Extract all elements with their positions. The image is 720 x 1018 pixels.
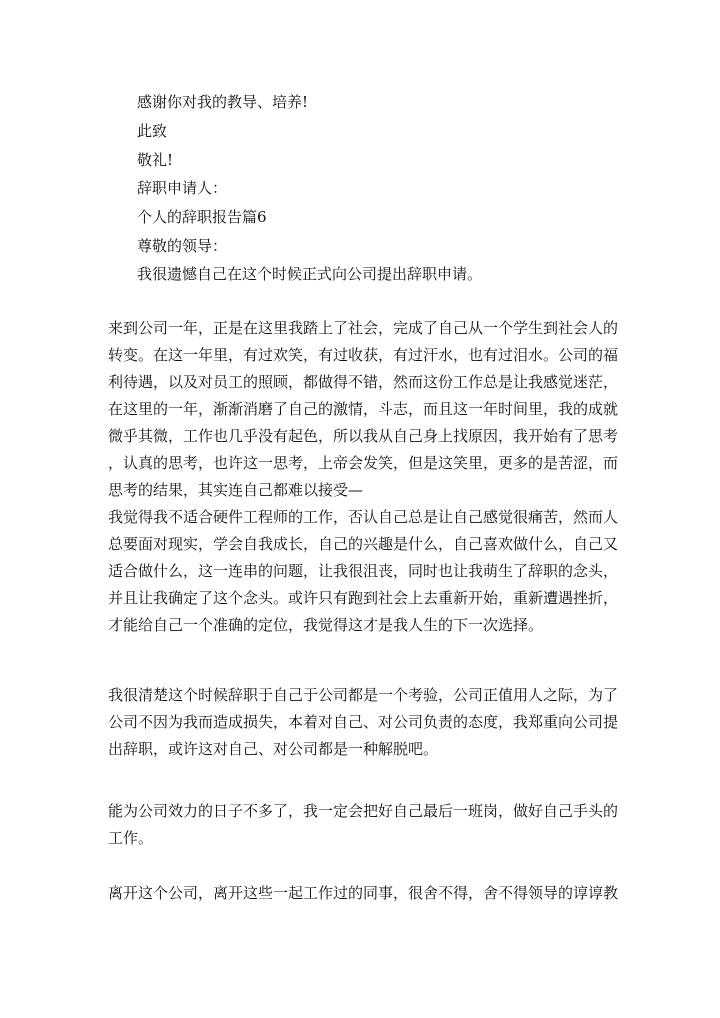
paragraph-4 xyxy=(108,880,619,907)
paragraph-line: ，认真的思考，也许这一思考，上帝会发笑，但是这笑里，更多的是苦涩，而 xyxy=(108,454,619,472)
paragraph-line: 我很清楚这个时候辞职于自己于公司都是一个考验，公司正值用人之际，为了 xyxy=(108,686,619,704)
salutation-line-1: 此致 xyxy=(137,122,168,140)
paragraph-2 xyxy=(108,682,619,763)
paragraph-line: 来到公司一年，正是在这里我踏上了社会，完成了自己从一个学生到社会人的 xyxy=(108,319,619,337)
paragraph-line: 出辞职，或许这对自己、对公司都是一种解脱吧。 xyxy=(108,740,439,758)
section-heading: 个人的辞职报告篇6 xyxy=(137,208,267,226)
thanks-line: 感谢你对我的教导、培养! xyxy=(137,93,309,111)
paragraph-line: 离开这个公司，离开这些一起工作过的同事，很舍不得，舍不得领导的谆谆教 xyxy=(108,884,619,902)
paragraph-line: 利待遇，以及对员工的照顾，都做得不错，然而这份工作总是让我感觉迷茫， xyxy=(108,373,619,391)
paragraph-line: 在这里的一年，渐渐消磨了自己的激情，斗志，而且这一年时间里，我的成就 xyxy=(108,400,619,418)
paragraph-line: 公司不因为我而造成损失，本着对自己、对公司负责的态度，我郑重向公司提 xyxy=(108,713,619,731)
paragraph-line: 适合做什么，这一连串的问题，让我很沮丧，同时也让我萌生了辞职的念头， xyxy=(108,562,619,580)
opening-line: 我很遗憾自己在这个时候正式向公司提出辞职申请。 xyxy=(137,265,483,283)
paragraph-line: 我觉得我不适合硬件工程师的工作，否认自己总是让自己感觉很痛苦，然而人 xyxy=(108,508,619,526)
signature-label: 辞职申请人： xyxy=(137,179,228,197)
salutation-line-2: 敬礼! xyxy=(137,151,174,169)
paragraph-line: 思考的结果，其实连自己都难以接受— xyxy=(108,481,364,499)
paragraph-line: 才能给自己一个准确的定位，我觉得这才是我人生的下一次选择。 xyxy=(108,616,544,634)
paragraph-line: 并且让我确定了这个念头。或许只有跑到社会上去重新开始，重新遭遇挫折， xyxy=(108,589,619,607)
paragraph-line: 总要面对现实，学会自我成长，自己的兴趣是什么，自己喜欢做什么，自己又 xyxy=(108,535,619,553)
paragraph-line: 微乎其微，工作也几乎没有起色，所以我从自己身上找原因，我开始有了思考 xyxy=(108,427,619,445)
paragraph-line: 工作。 xyxy=(108,829,154,847)
paragraph-3 xyxy=(108,798,619,852)
greeting-line: 尊敬的领导： xyxy=(137,237,228,255)
paragraph-line: 转变。在这一年里，有过欢笑，有过收获，有过汗水，也有过泪水。公司的福 xyxy=(108,346,619,364)
paragraph-1 xyxy=(108,315,619,639)
paragraph-line: 能为公司效力的日子不多了，我一定会把好自己最后一班岗，做好自己手头的 xyxy=(108,802,619,820)
